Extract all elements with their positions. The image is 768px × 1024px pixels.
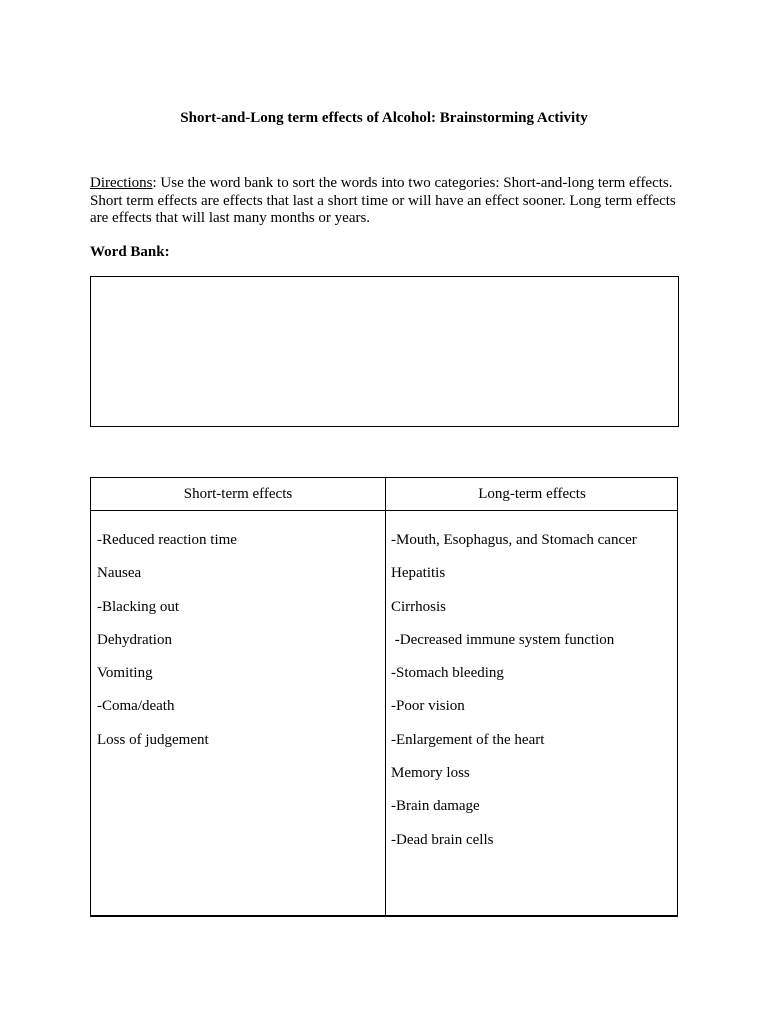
directions-text: : Use the word bank to sort the words into two categories: Short-and-long term effects. Short term effects are effects that last a short time or will have an effect sooner. Long term effects are effects that will last many months or years. bbox=[90, 175, 676, 226]
effects-table bbox=[90, 477, 678, 917]
word-bank-box bbox=[90, 276, 679, 427]
short-term-list bbox=[97, 530, 379, 763]
short-term-header: Short-term effects bbox=[183, 486, 293, 502]
short-term-item: -Coma/death bbox=[97, 698, 175, 715]
long-term-item: -Mouth, Esophagus, and Stomach cancer bbox=[391, 532, 637, 548]
long-term-item: -Enlargement of the heart bbox=[391, 731, 545, 748]
column-divider bbox=[385, 478, 386, 915]
table-header-row bbox=[91, 478, 677, 511]
short-term-item: Nausea bbox=[97, 565, 142, 582]
long-term-item: Hepatitis bbox=[391, 565, 446, 582]
short-term-item: Loss of judgement bbox=[97, 731, 209, 748]
long-term-item: -Decreased immune system function bbox=[391, 631, 615, 648]
long-term-item: -Poor vision bbox=[391, 698, 465, 715]
long-term-list bbox=[391, 530, 673, 863]
page-title: Short-and-Long term effects of Alcohol: Brainstorming Activity bbox=[180, 110, 588, 126]
directions-paragraph bbox=[90, 175, 680, 228]
short-term-item: Vomiting bbox=[97, 665, 153, 682]
short-term-item: -Blacking out bbox=[97, 598, 180, 615]
long-term-item: -Brain damage bbox=[391, 798, 480, 815]
word-bank-label: Word Bank: bbox=[90, 244, 170, 260]
directions-label: Directions bbox=[90, 175, 153, 191]
short-term-item: Dehydration bbox=[97, 631, 172, 648]
long-term-header: Long-term effects bbox=[478, 486, 586, 502]
long-term-item: Cirrhosis bbox=[391, 598, 447, 615]
long-term-item: -Dead brain cells bbox=[391, 831, 494, 848]
long-term-item: Memory loss bbox=[391, 765, 470, 782]
long-term-item: -Stomach bleeding bbox=[391, 665, 504, 682]
short-term-item: -Reduced reaction time bbox=[97, 532, 237, 548]
